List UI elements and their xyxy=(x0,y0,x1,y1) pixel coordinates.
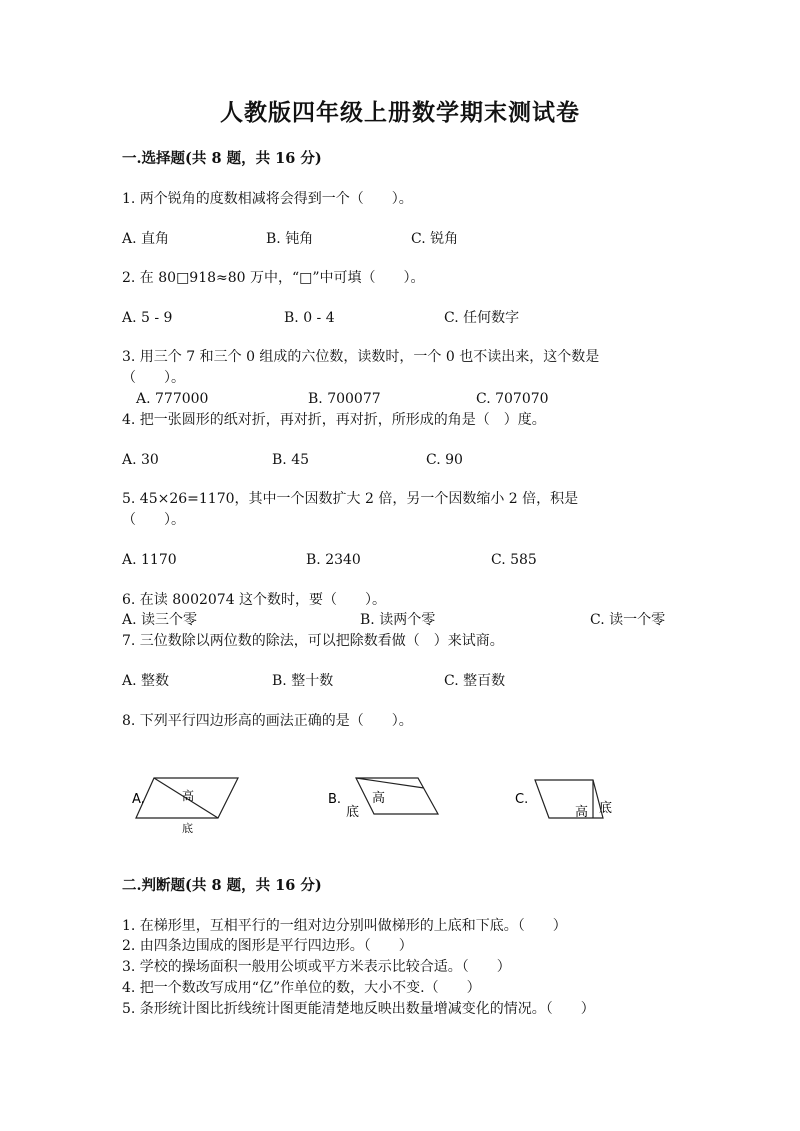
figure-c-base-label: 底 xyxy=(599,801,613,816)
question-3-stem-line-1: 3. 用三个 7 和三个 0 组成的六位数，读数时，一个 0 也不读出来，这个数是 xyxy=(122,349,600,365)
question-6-option-a: A. 读三个零 xyxy=(122,612,198,628)
question-3-option-b: B. 700077 xyxy=(308,391,381,407)
figure-b xyxy=(326,770,446,844)
question-5-option-b: B. 2340 xyxy=(306,552,361,568)
judgment-item-1: 1. 在梯形里，互相平行的一组对边分别叫做梯形的上底和下底。（ ） xyxy=(122,918,567,934)
judgment-item-2: 2. 由四条边围成的图形是平行四边形。（ ） xyxy=(122,938,413,954)
question-2-option-b: B. 0 - 4 xyxy=(284,310,335,326)
question-4-option-c: C. 90 xyxy=(426,452,463,468)
figure-a-height-label: 高 xyxy=(182,789,195,803)
question-7-option-a: A. 整数 xyxy=(122,673,170,689)
question-5-option-a: A. 1170 xyxy=(122,552,177,568)
question-5-stem-line-2: （ ）。 xyxy=(122,512,185,528)
question-4-option-a: A. 30 xyxy=(122,452,159,468)
figure-b-height-label: 高 xyxy=(372,791,386,806)
judgment-item-3: 3. 学校的操场面积一般用公顷或平方米表示比较合适。（ ） xyxy=(122,959,511,975)
section-heading-choice: 一.选择题(共 8 题，共 16 分) xyxy=(122,150,322,167)
judgment-item-5: 5. 条形统计图比折线统计图更能清楚地反映出数量增减变化的情况。（ ） xyxy=(122,1001,595,1017)
question-3-stem-line-2: （ ）。 xyxy=(122,370,185,386)
question-7-stem: 7. 三位数除以两位数的除法，可以把除数看做（ ）来试商。 xyxy=(122,633,504,649)
figure-a-base-label: 底 xyxy=(182,822,193,835)
question-6-option-b: B. 读两个零 xyxy=(360,612,436,628)
height-line-b xyxy=(356,778,424,788)
question-2-stem: 2. 在 80□918≈80 万中，“□”中可填（ ）。 xyxy=(122,270,425,286)
parallelogram-b xyxy=(356,778,438,814)
figure-b-base-label: 底 xyxy=(346,805,360,820)
figure-a xyxy=(126,770,246,844)
section-heading-judgment: 二.判断题(共 8 题，共 16 分) xyxy=(122,877,322,894)
question-1-option-c: C. 锐角 xyxy=(411,231,459,247)
question-3-option-c: C. 707070 xyxy=(476,391,549,407)
figure-c-height-label: 高 xyxy=(575,805,589,820)
question-4-stem: 4. 把一张圆形的纸对折，再对折，再对折，所形成的角是（ ）度。 xyxy=(122,412,546,428)
question-6-stem: 6. 在读 8002074 这个数时，要（ ）。 xyxy=(122,592,387,608)
question-5-option-c: C. 585 xyxy=(491,552,537,568)
question-2-option-a: A. 5 - 9 xyxy=(122,310,173,326)
figure-c xyxy=(511,770,641,844)
judgment-item-4: 4. 把一个数改写成用“亿”作单位的数，大小不变.（ ） xyxy=(122,980,481,996)
question-6-option-c: C. 读一个零 xyxy=(590,612,666,628)
question-7-option-c: C. 整百数 xyxy=(444,673,506,689)
question-4-option-b: B. 45 xyxy=(272,452,310,468)
question-1-option-b: B. 钝角 xyxy=(266,231,314,247)
question-2-option-c: C. 任何数字 xyxy=(444,310,520,326)
figure-b-label: B. xyxy=(328,792,342,807)
figure-c-label: C. xyxy=(515,792,529,807)
question-5-stem-line-1: 5. 45×26=1170，其中一个因数扩大 2 倍，另一个因数缩小 2 倍，积是 xyxy=(122,491,579,507)
question-1-option-a: A. 直角 xyxy=(122,231,170,247)
question-3-option-a: A. 777000 xyxy=(136,391,209,407)
question-8-stem: 8. 下列平行四边形高的画法正确的是（ ）。 xyxy=(122,713,413,729)
page-title: 人教版四年级上册数学期末测试卷 xyxy=(220,99,580,126)
figure-a-label: A. xyxy=(132,792,145,807)
question-1-stem: 1. 两个锐角的度数相减将会得到一个（ ）。 xyxy=(122,191,413,207)
question-7-option-b: B. 整十数 xyxy=(272,673,334,689)
